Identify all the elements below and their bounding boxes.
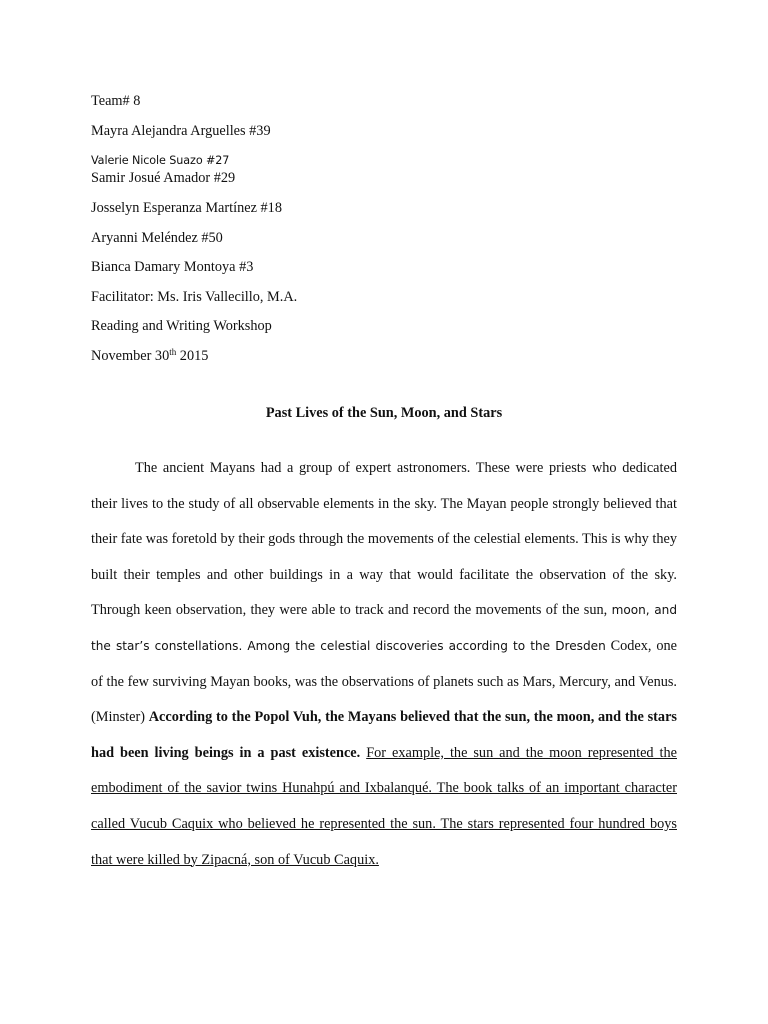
date-month-day: November 30 (91, 348, 170, 364)
paragraph-text-sans: moon, and the star’s constellations. Among the celestial discoveries according to the Dresden (91, 603, 677, 653)
team-member: Bianca Damary Montoya #3 (91, 259, 254, 275)
date-year: 2015 (176, 348, 209, 364)
underlined-text: For example, the sun and the moon represented the embodiment of the savior twins Hunahpú and Ixbalanqué. The book talks of an important character called Vucub Caquix who believed he represented the sun. The stars represented four hundred boys that were killed by Zipacná, son of Vucub Caquix. (91, 744, 677, 868)
team-member: Samir Josué Amador #29 (91, 170, 236, 186)
facilitator: Facilitator: Ms. Iris Vallecillo, M.A. (91, 289, 298, 305)
paragraph-text: The ancient Mayans had a group of expert astronomers. These were priests who dedicated their lives to the study of all observable elements in the sky. The Mayan people strongly believed that their fate was foretold by their gods through the movements of the celestial elements. This is why they built their temples and other buildings in a way that would facilitate the observation of the sky. Through keen observation, they were able to track and record the movements of the sun, (91, 460, 677, 619)
course-name: Reading and Writing Workshop (91, 318, 272, 334)
date-ordinal-suffix: th (169, 347, 177, 357)
team-number: Team# 8 (91, 93, 141, 109)
team-member: Valerie Nicole Suazo #27 (91, 154, 230, 167)
bold-thesis-text: According to the Popol Vuh, the Mayans believed that the sun, the moon, and the stars had been living beings in a past existence. (91, 709, 677, 761)
team-member: Josselyn Esperanza Martínez #18 (91, 200, 282, 216)
date (91, 347, 208, 365)
team-member: Mayra Alejandra Arguelles #39 (91, 123, 271, 139)
team-member: Aryanni Meléndez #50 (91, 230, 223, 246)
essay-title: Past Lives of the Sun, Moon, and Stars (265, 405, 503, 421)
essay-paragraph (91, 451, 677, 878)
paragraph-text: Codex, one of the few surviving Mayan books, was the observations of planets such as Mars, Mercury, and Venus. (Minster) (91, 637, 677, 726)
